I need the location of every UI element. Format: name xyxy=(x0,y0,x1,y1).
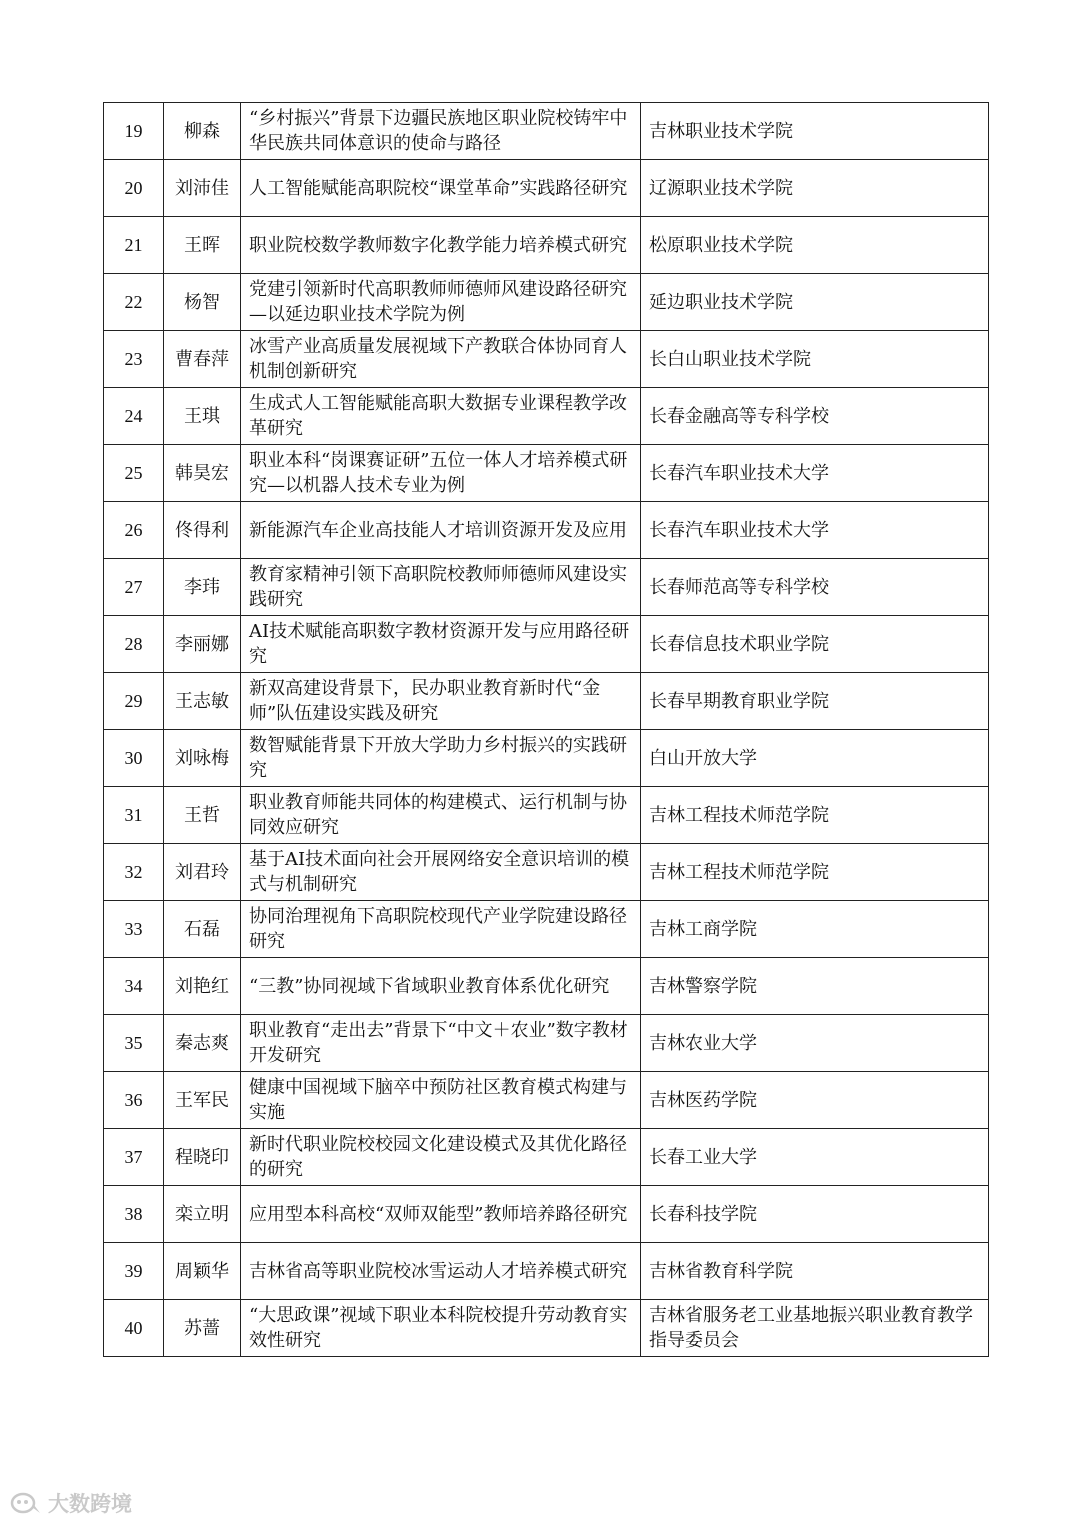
project-title: 协同治理视角下高职院校现代产业学院建设路径研究 xyxy=(241,901,641,958)
row-number: 33 xyxy=(104,901,164,958)
institution-name: 长春工业大学 xyxy=(641,1129,989,1186)
table-row xyxy=(104,673,989,730)
table-row xyxy=(104,502,989,559)
applicant-name: 韩昊宏 xyxy=(164,445,241,502)
project-title: 职业本科“岗课赛证研”五位一体人才培养模式研究—以机器人技术专业为例 xyxy=(241,445,641,502)
project-title: 职业教育“走出去”背景下“中文＋农业”数字教材开发研究 xyxy=(241,1015,641,1072)
project-title: 吉林省高等职业院校冰雪运动人才培养模式研究 xyxy=(241,1243,641,1300)
row-number: 34 xyxy=(104,958,164,1015)
table-row xyxy=(104,388,989,445)
institution-name: 吉林警察学院 xyxy=(641,958,989,1015)
project-title: 冰雪产业高质量发展视域下产教联合体协同育人机制创新研究 xyxy=(241,331,641,388)
table-row xyxy=(104,958,989,1015)
applicant-name: 苏蔷 xyxy=(164,1300,241,1357)
institution-name: 长春信息技术职业学院 xyxy=(641,616,989,673)
applicant-name: 王琪 xyxy=(164,388,241,445)
institution-name: 长春金融高等专科学校 xyxy=(641,388,989,445)
project-title: 应用型本科高校“双师双能型”教师培养路径研究 xyxy=(241,1186,641,1243)
institution-name: 长春汽车职业技术大学 xyxy=(641,502,989,559)
applicant-name: 周颖华 xyxy=(164,1243,241,1300)
row-number: 32 xyxy=(104,844,164,901)
row-number: 28 xyxy=(104,616,164,673)
project-title: 新能源汽车企业高技能人才培训资源开发及应用 xyxy=(241,502,641,559)
institution-name: 松原职业技术学院 xyxy=(641,217,989,274)
table-row xyxy=(104,1300,989,1357)
applicant-name: 程晓印 xyxy=(164,1129,241,1186)
table-row xyxy=(104,331,989,388)
table-row xyxy=(104,1072,989,1129)
applicant-name: 柳森 xyxy=(164,103,241,160)
institution-name: 吉林农业大学 xyxy=(641,1015,989,1072)
table-row xyxy=(104,445,989,502)
project-title: 教育家精神引领下高职院校教师师德师风建设实践研究 xyxy=(241,559,641,616)
brand-logo-icon xyxy=(10,1490,44,1516)
applicant-name: 栾立明 xyxy=(164,1186,241,1243)
row-number: 36 xyxy=(104,1072,164,1129)
institution-name: 吉林医药学院 xyxy=(641,1072,989,1129)
project-title: 职业院校数学教师数字化教学能力培养模式研究 xyxy=(241,217,641,274)
project-title: “乡村振兴”背景下边疆民族地区职业院校铸牢中华民族共同体意识的使命与路径 xyxy=(241,103,641,160)
project-title: AI技术赋能高职数字教材资源开发与应用路径研究 xyxy=(241,616,641,673)
table-row xyxy=(104,1186,989,1243)
applicant-name: 佟得利 xyxy=(164,502,241,559)
applicant-name: 王哲 xyxy=(164,787,241,844)
institution-name: 长白山职业技术学院 xyxy=(641,331,989,388)
institution-name: 延边职业技术学院 xyxy=(641,274,989,331)
table-row xyxy=(104,787,989,844)
table-row xyxy=(104,844,989,901)
table-row xyxy=(104,1243,989,1300)
applicant-name: 秦志爽 xyxy=(164,1015,241,1072)
applicant-name: 王晖 xyxy=(164,217,241,274)
institution-name: 辽源职业技术学院 xyxy=(641,160,989,217)
applicant-name: 刘君玲 xyxy=(164,844,241,901)
institution-name: 吉林工商学院 xyxy=(641,901,989,958)
institution-name: 吉林省教育科学院 xyxy=(641,1243,989,1300)
table-row xyxy=(104,160,989,217)
row-number: 30 xyxy=(104,730,164,787)
row-number: 31 xyxy=(104,787,164,844)
applicant-name: 石磊 xyxy=(164,901,241,958)
applicant-name: 刘沛佳 xyxy=(164,160,241,217)
project-title: “大思政课”视域下职业本科院校提升劳动教育实效性研究 xyxy=(241,1300,641,1357)
row-number: 40 xyxy=(104,1300,164,1357)
row-number: 37 xyxy=(104,1129,164,1186)
row-number: 24 xyxy=(104,388,164,445)
table-row xyxy=(104,103,989,160)
applicant-name: 王志敏 xyxy=(164,673,241,730)
institution-name: 长春师范高等专科学校 xyxy=(641,559,989,616)
table-row xyxy=(104,730,989,787)
row-number: 27 xyxy=(104,559,164,616)
table-row xyxy=(104,274,989,331)
institution-name: 长春科技学院 xyxy=(641,1186,989,1243)
institution-name: 吉林工程技术师范学院 xyxy=(641,787,989,844)
row-number: 19 xyxy=(104,103,164,160)
project-title: 新双高建设背景下，民办职业教育新时代“金师”队伍建设实践及研究 xyxy=(241,673,641,730)
applicant-name: 杨智 xyxy=(164,274,241,331)
project-title: 人工智能赋能高职院校“课堂革命”实践路径研究 xyxy=(241,160,641,217)
institution-name: 吉林工程技术师范学院 xyxy=(641,844,989,901)
institution-name: 长春早期教育职业学院 xyxy=(641,673,989,730)
row-number: 29 xyxy=(104,673,164,730)
applicant-name: 刘咏梅 xyxy=(164,730,241,787)
institution-name: 白山开放大学 xyxy=(641,730,989,787)
project-title: 新时代职业院校校园文化建设模式及其优化路径的研究 xyxy=(241,1129,641,1186)
applicant-name: 曹春萍 xyxy=(164,331,241,388)
project-title: 职业教育师能共同体的构建模式、运行机制与协同效应研究 xyxy=(241,787,641,844)
table-row xyxy=(104,616,989,673)
row-number: 35 xyxy=(104,1015,164,1072)
applicant-name: 李玮 xyxy=(164,559,241,616)
watermark xyxy=(10,1488,132,1518)
applicant-name: 刘艳红 xyxy=(164,958,241,1015)
project-title: 生成式人工智能赋能高职大数据专业课程教学改革研究 xyxy=(241,388,641,445)
row-number: 38 xyxy=(104,1186,164,1243)
institution-name: 吉林职业技术学院 xyxy=(641,103,989,160)
project-list-table xyxy=(103,102,989,1357)
row-number: 21 xyxy=(104,217,164,274)
project-title: 基于AI技术面向社会开展网络安全意识培训的模式与机制研究 xyxy=(241,844,641,901)
table-row xyxy=(104,1129,989,1186)
table-row xyxy=(104,217,989,274)
watermark-text: 大数跨境 xyxy=(48,1492,132,1516)
table-row xyxy=(104,559,989,616)
institution-name: 吉林省服务老工业基地振兴职业教育教学指导委员会 xyxy=(641,1300,989,1357)
row-number: 26 xyxy=(104,502,164,559)
row-number: 23 xyxy=(104,331,164,388)
project-title: 健康中国视域下脑卒中预防社区教育模式构建与实施 xyxy=(241,1072,641,1129)
project-title: 数智赋能背景下开放大学助力乡村振兴的实践研究 xyxy=(241,730,641,787)
institution-name: 长春汽车职业技术大学 xyxy=(641,445,989,502)
applicant-name: 李丽娜 xyxy=(164,616,241,673)
project-title: 党建引领新时代高职教师师德师风建设路径研究—以延边职业技术学院为例 xyxy=(241,274,641,331)
project-title: “三教”协同视域下省域职业教育体系优化研究 xyxy=(241,958,641,1015)
applicant-name: 王军民 xyxy=(164,1072,241,1129)
row-number: 20 xyxy=(104,160,164,217)
table-row xyxy=(104,901,989,958)
row-number: 22 xyxy=(104,274,164,331)
table-body xyxy=(104,103,989,1357)
row-number: 25 xyxy=(104,445,164,502)
table-row xyxy=(104,1015,989,1072)
row-number: 39 xyxy=(104,1243,164,1300)
